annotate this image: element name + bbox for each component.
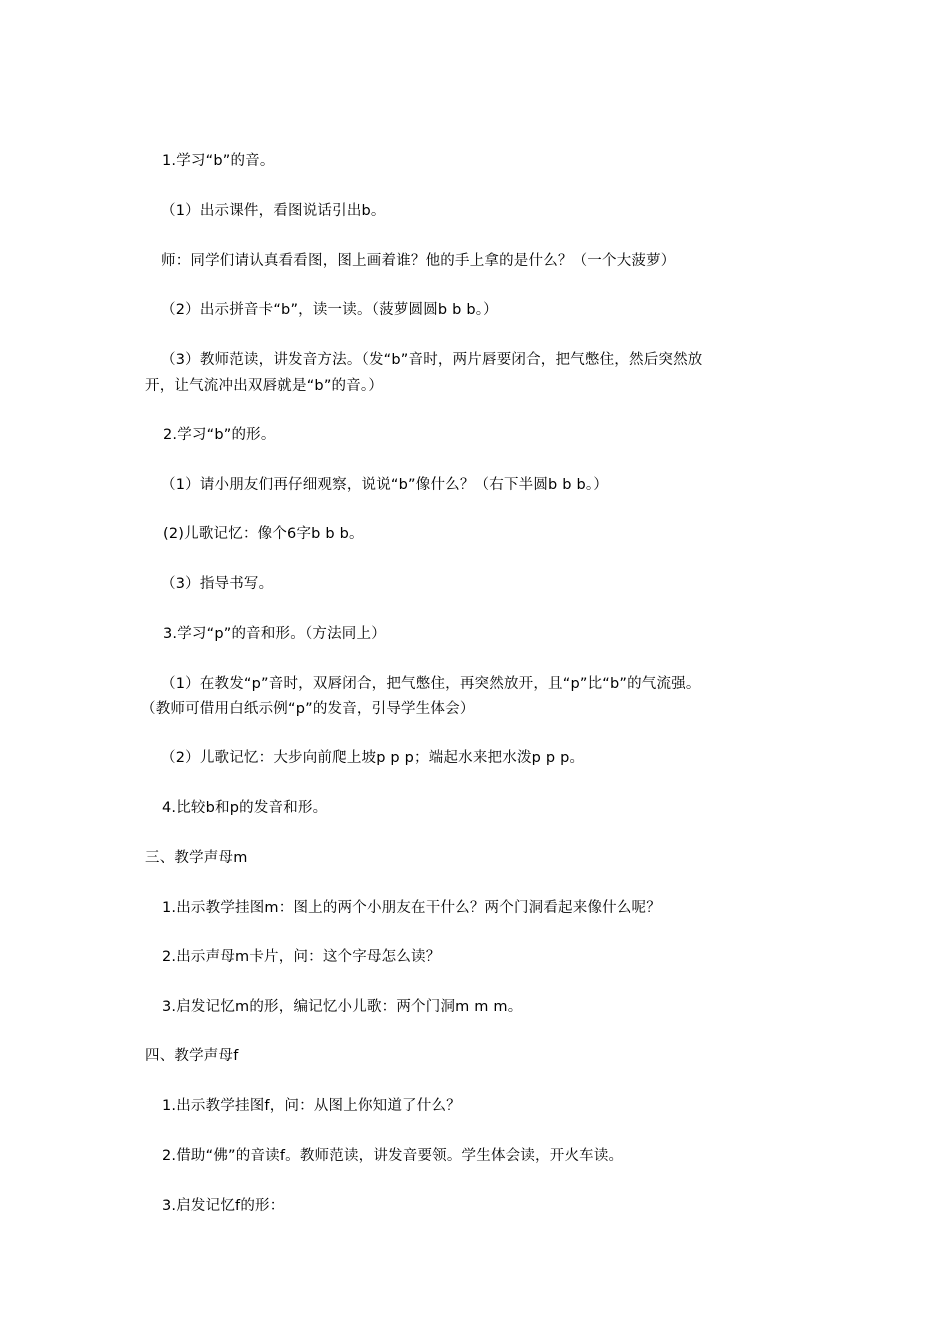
text-line: 2.学习“b”的形。 [163, 427, 276, 443]
text-line: 2.出示声母m卡片，问：这个字母怎么读？ [162, 949, 441, 965]
text-line: （2）儿歌记忆：大步向前爬上坡p p p；端起水来把水泼p p p。 [161, 750, 585, 766]
text-line: 1.学习“b”的音。 [162, 153, 275, 169]
section-heading: 四、教学声母f [145, 1048, 239, 1064]
text-line: 4.比较b和p的发音和形。 [162, 800, 328, 816]
text-line: (2)儿歌记忆：像个6字b b b。 [163, 526, 364, 542]
text-line: （1）出示课件，看图说话引出b。 [161, 203, 386, 219]
text-line: 1.出示教学挂图f，问：从图上你知道了什么？ [162, 1098, 461, 1114]
section-heading: 三、教学声母m [145, 850, 248, 866]
text-line: 开，让气流冲出双唇就是“b”的音。） [145, 378, 384, 394]
text-line: 3.启发记忆m的形，编记忆小儿歌：两个门洞m m m。 [162, 999, 523, 1015]
text-line: （教师可借用白纸示例“p”的发音，引导学生体会） [141, 701, 475, 717]
text-line: 1.出示教学挂图m：图上的两个小朋友在干什么？两个门洞看起来像什么呢？ [162, 900, 661, 916]
text-line: 3.启发记忆f的形： [162, 1198, 285, 1214]
text-line: （3）教师范读，讲发音方法。（发“b”音时，两片唇要闭合，把气憋住，然后突然放 [161, 352, 703, 368]
text-line: 3.学习“p”的音和形。（方法同上） [163, 626, 386, 642]
text-line: （3）指导书写。 [161, 576, 274, 592]
text-line: （1）请小朋友们再仔细观察，说说“b”像什么？（右下半圆b b b。） [161, 477, 609, 493]
text-line: （2）出示拼音卡“b”，读一读。（菠萝圆圆b b b。） [161, 302, 498, 318]
text-line: 2.借助“佛”的音读f。教师范读，讲发音要领。学生体会读，开火车读。 [162, 1148, 624, 1164]
text-line: （1）在教发“p”音时，双唇闭合，把气憋住，再突然放开，且“p”比“b”的气流强。 [161, 676, 701, 692]
text-line: 师：同学们请认真看看图，图上画着谁？他的手上拿的是什么？（一个大菠萝） [161, 253, 676, 269]
